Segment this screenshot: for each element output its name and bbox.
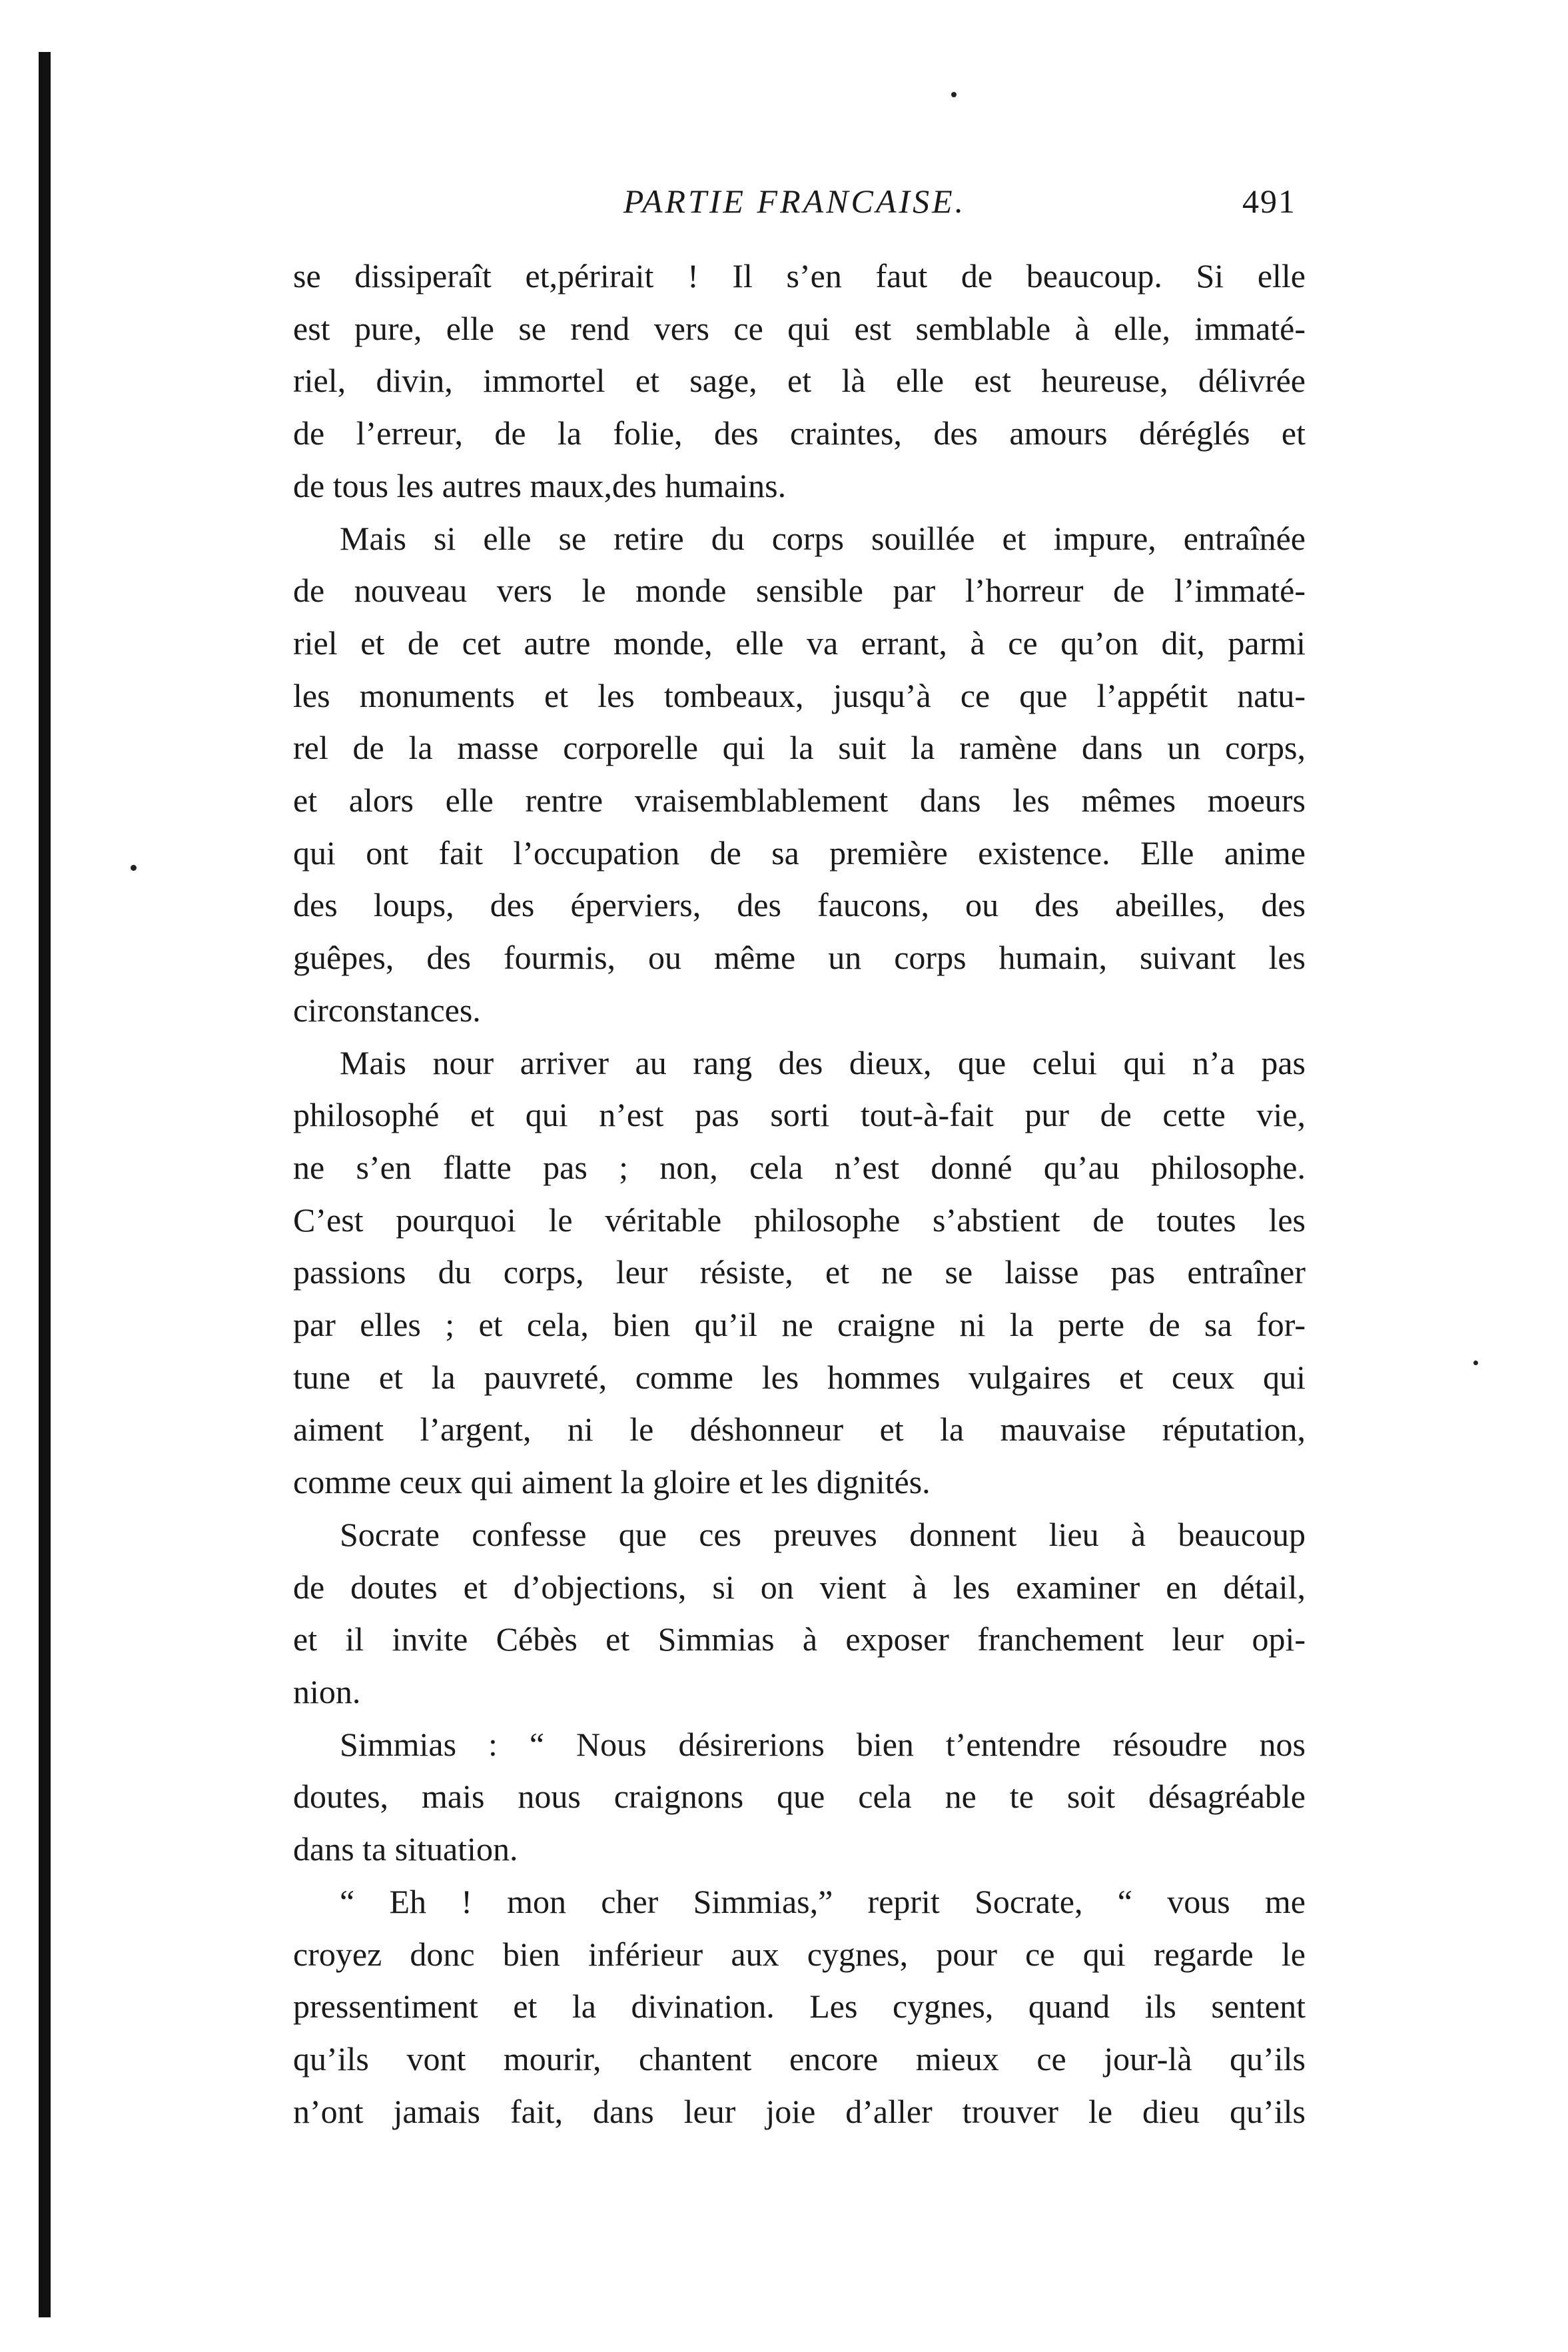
text-line: ne s’en flatte pas ; non, cela n’est donné qu’au philosophe. (293, 1148, 1306, 1186)
body-text (293, 250, 1306, 2137)
text-line: riel, divin, immortel et sage, et là elle est heureuse, délivrée (293, 362, 1306, 400)
text-line: tune et la pauvreté, comme les hommes vulgaires et ceux qui (293, 1358, 1306, 1396)
text-line: qui ont fait l’occupation de sa première existence. Elle anime (293, 834, 1306, 872)
scanned-binding-edge (39, 52, 51, 2317)
text-line: n’ont jamais fait, dans leur joie d’aller trouver le dieu qu’ils (293, 2092, 1306, 2130)
text-line: rel de la masse corporelle qui la suit la ramène dans un corps, (293, 729, 1306, 767)
text-line: de nouveau vers le monde sensible par l’horreur de l’immaté- (293, 572, 1306, 610)
text-line: circonstances. (293, 991, 481, 1029)
text-line: des loups, des éperviers, des faucons, ou des abeilles, des (293, 886, 1306, 924)
text-line: pressentiment et la divination. Les cygnes, quand ils sentent (293, 1988, 1306, 2026)
scan-speck-top (951, 92, 957, 97)
text-line: qu’ils vont mourir, chantent encore mieux ce jour-là qu’ils (293, 2040, 1306, 2077)
text-line: dans ta situation. (293, 1830, 518, 1868)
paragraph-4 (293, 1508, 1306, 1718)
running-head (293, 175, 1296, 228)
text-line: “ Eh ! mon cher Simmias,” reprit Socrate, “ vous me (340, 1882, 1306, 1920)
paragraph-6 (293, 1876, 1306, 2138)
text-line: Simmias : “ Nous désirerions bien t’entendre résoudre nos (340, 1725, 1306, 1763)
text-line: riel et de cet autre monde, elle va errant, à ce qu’on dit, parmi (293, 624, 1306, 662)
scan-speck-right (1473, 1361, 1478, 1365)
text-line: les monuments et les tombeaux, jusqu’à ce que l’appétit natu- (293, 676, 1306, 714)
text-line: de doutes et d’objections, si on vient à les examiner en détail, (293, 1568, 1306, 1606)
text-line: passions du corps, leur résiste, et ne se laisse pas entraîner (293, 1253, 1306, 1291)
text-line: doutes, mais nous craignons que cela ne te soit désagréable (293, 1778, 1306, 1816)
text-line: et alors elle rentre vraisemblablement dans les mêmes moeurs (293, 782, 1306, 820)
text-line: Socrate confesse que ces preuves donnent lieu à beaucoup (340, 1515, 1306, 1553)
running-head-title: PARTIE FRANCAISE. (623, 183, 967, 220)
text-line: par elles ; et cela, bien qu’il ne craigne ni la perte de sa for- (293, 1306, 1306, 1344)
page-number: 491 (1242, 183, 1296, 220)
text-line: C’est pourquoi le véritable philosophe s’abstient de toutes les (293, 1201, 1306, 1239)
paragraph-3 (293, 1037, 1306, 1508)
paragraph-2 (293, 512, 1306, 1037)
text-line: Mais nour arriver au rang des dieux, que celui qui n’a pas (340, 1043, 1306, 1081)
text-line: de l’erreur, de la folie, des craintes, des amours déréglés et (293, 414, 1306, 452)
text-line: philosophé et qui n’est pas sorti tout-à-fait pur de cette vie, (293, 1096, 1306, 1134)
text-line: comme ceux qui aiment la gloire et les dignités. (293, 1463, 931, 1501)
paragraph-5 (293, 1718, 1306, 1876)
text-line: croyez donc bien inférieur aux cygnes, pour ce qui regarde le (293, 1935, 1306, 1973)
text-line: de tous les autres maux,des humains. (293, 466, 787, 504)
text-line: aiment l’argent, ni le déshonneur et la mauvaise réputation, (293, 1411, 1306, 1449)
text-line: nion. (293, 1672, 361, 1710)
paragraph-1 (293, 250, 1306, 512)
text-line: se dissiperaît et,périrait ! Il s’en faut de beaucoup. Si elle (293, 257, 1306, 294)
text-line: est pure, elle se rend vers ce qui est semblable à elle, immaté- (293, 309, 1306, 347)
text-line: Mais si elle se retire du corps souillée et impure, entraînée (340, 519, 1306, 557)
scan-speck-left (131, 865, 137, 871)
text-line: guêpes, des fourmis, ou même un corps humain, suivant les (293, 939, 1306, 977)
text-line: et il invite Cébès et Simmias à exposer franchement leur opi- (293, 1620, 1306, 1658)
